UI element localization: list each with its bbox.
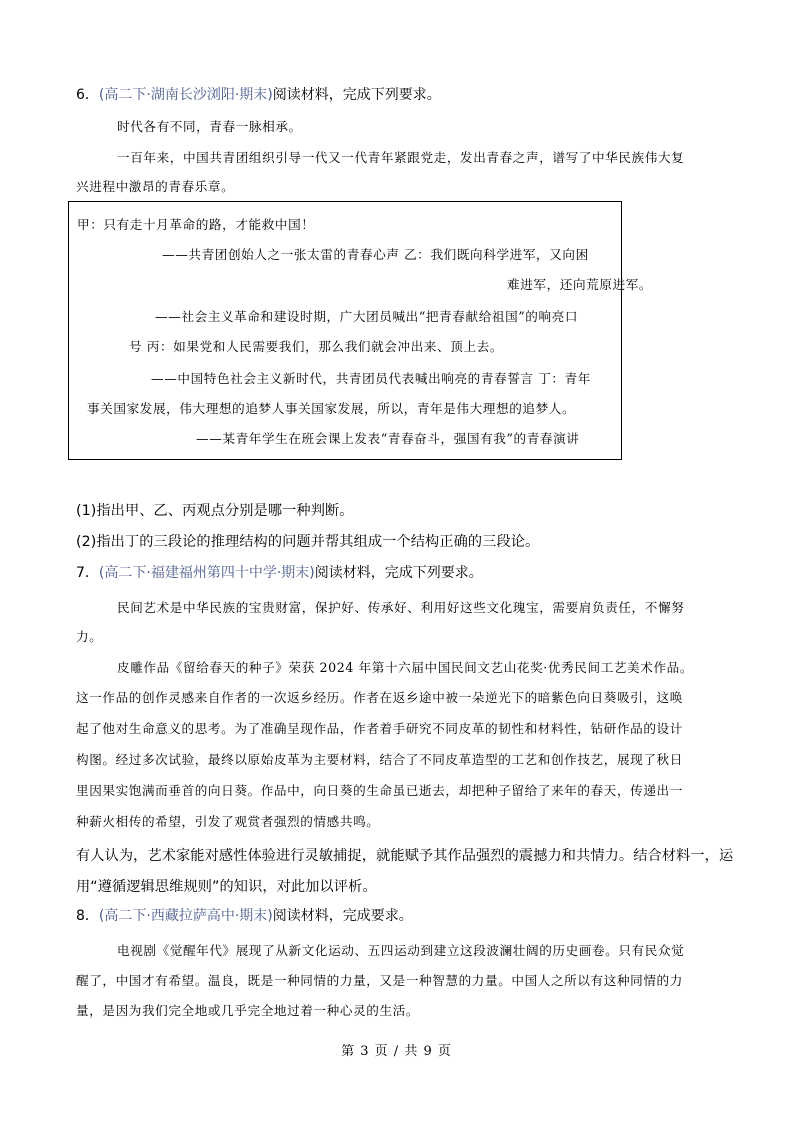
question-instruction: 阅读材料，完成要求。 xyxy=(272,908,413,924)
question-prompt: 有人认为，艺术家能对感性体验进行灵敏捕捉，就能赋予其作品强烈的震撼力和共情力。结合材料一，运 xyxy=(76,848,734,864)
sub-question-2: (2)指出丁的三段论的推理结构的问题并帮其组成一个结构正确的三段论。 xyxy=(76,534,540,550)
question-source: (高二下·福建福州第四十中学·期末) xyxy=(98,565,315,581)
question-instruction: 阅读材料，完成下列要求。 xyxy=(272,87,441,103)
question-source: (高二下·西藏拉萨高中·期末) xyxy=(98,908,273,924)
quote-line: 号 丙：如果党和人民需要我们，那么我们就会冲出来、顶上去。 xyxy=(129,339,504,354)
page-footer: 第 3 页 / 共 9 页 xyxy=(341,1044,452,1059)
quote-line: ——社会主义革命和建设时期，广大团员喊出“把青春献给祖国”的响亮口 xyxy=(155,309,579,324)
question-7-header xyxy=(76,562,483,582)
paragraph: 电视剧《觉醒年代》展现了从新文化运动、五四运动到建立这段波澜壮阔的历史画卷。只有民众觉 xyxy=(117,943,685,958)
paragraph: 起了他对生命意义的思考。为了准确呈现作品，作者着手研究不同皮革的韧性和材料性，钻研作品的设计 xyxy=(76,721,683,736)
paragraph: 种薪火相传的希望，引发了观赏者强烈的情感共鸣。 xyxy=(76,814,380,829)
question-instruction: 阅读材料，完成下列要求。 xyxy=(314,565,483,581)
question-6-header xyxy=(76,84,441,104)
sub-question-1: (1)指出甲、乙、丙观点分别是哪一种判断。 xyxy=(76,503,354,519)
question-source: (高二下·湖南长沙浏阳·期末) xyxy=(98,87,273,103)
question-number: 6． xyxy=(76,87,99,103)
quote-line: 事关国家发展，伟大理想的追梦人事关国家发展，所以，青年是伟大理想的追梦人。 xyxy=(87,401,576,416)
paragraph: 力。 xyxy=(76,629,103,644)
quote-line: ——中国特色社会主义新时代，共青团员代表喊出响亮的青春誓言 丁：青年 xyxy=(151,371,591,386)
paragraph: 皮雕作品《留给春天的种子》荣获 2024 年第十六届中国民间文艺山花奖·优秀民间工艺美术作品。 xyxy=(117,660,694,675)
question-prompt: 用“遵循逻辑思维规则”的知识，对此加以评析。 xyxy=(76,879,377,895)
paragraph: 民间艺术是中华民族的宝贵财富，保护好、传承好、利用好这些文化瑰宝，需要肩负责任，不懈努 xyxy=(117,600,685,615)
paragraph: 醒了，中国才有希望。温良，既是一种同情的力量，又是一种智慧的力量。中国人之所以有这种同情的力 xyxy=(76,973,683,988)
quote-line: 甲：只有走十月革命的路，才能救中国！ xyxy=(77,217,315,232)
quote-line: 难进军，还向荒原进军。 xyxy=(507,277,653,292)
paragraph: 兴进程中激昂的青春乐章。 xyxy=(76,179,235,194)
quote-line: ——某青年学生在班会课上发表“青春奋斗，强国有我”的青春演讲 xyxy=(196,431,580,446)
paragraph: 这一作品的创作灵感来自作者的一次返乡经历。作者在返乡途中被一朵逆光下的暗紫色向日葵吸引，这唤 xyxy=(76,690,683,705)
paragraph: 里因果实饱满而垂首的向日葵。作品中，向日葵的生命虽已逝去，却把种子留给了来年的春天，传递出一 xyxy=(76,783,683,798)
paragraph: 时代各有不同，青春一脉相承。 xyxy=(117,119,302,134)
question-number: 8． xyxy=(76,908,99,924)
quote-box xyxy=(68,201,653,460)
paragraph: 量，是因为我们完全地或几乎完全地过着一种心灵的生活。 xyxy=(76,1003,420,1018)
question-8-header xyxy=(76,905,413,925)
quote-line: ——共青团创始人之一张太雷的青春心声 乙：我们既向科学进军，又向困 xyxy=(162,247,589,262)
paragraph: 构图。经过多次试验，最终以原始皮革为主要材料，结合了不同皮革造型的工艺和创作技艺，展现了秋日 xyxy=(76,752,683,767)
question-number: 7． xyxy=(76,565,99,581)
paragraph: 一百年来，中国共青团组织引导一代又一代青年紧跟党走，发出青春之声，谱写了中华民族伟大复 xyxy=(117,150,685,165)
